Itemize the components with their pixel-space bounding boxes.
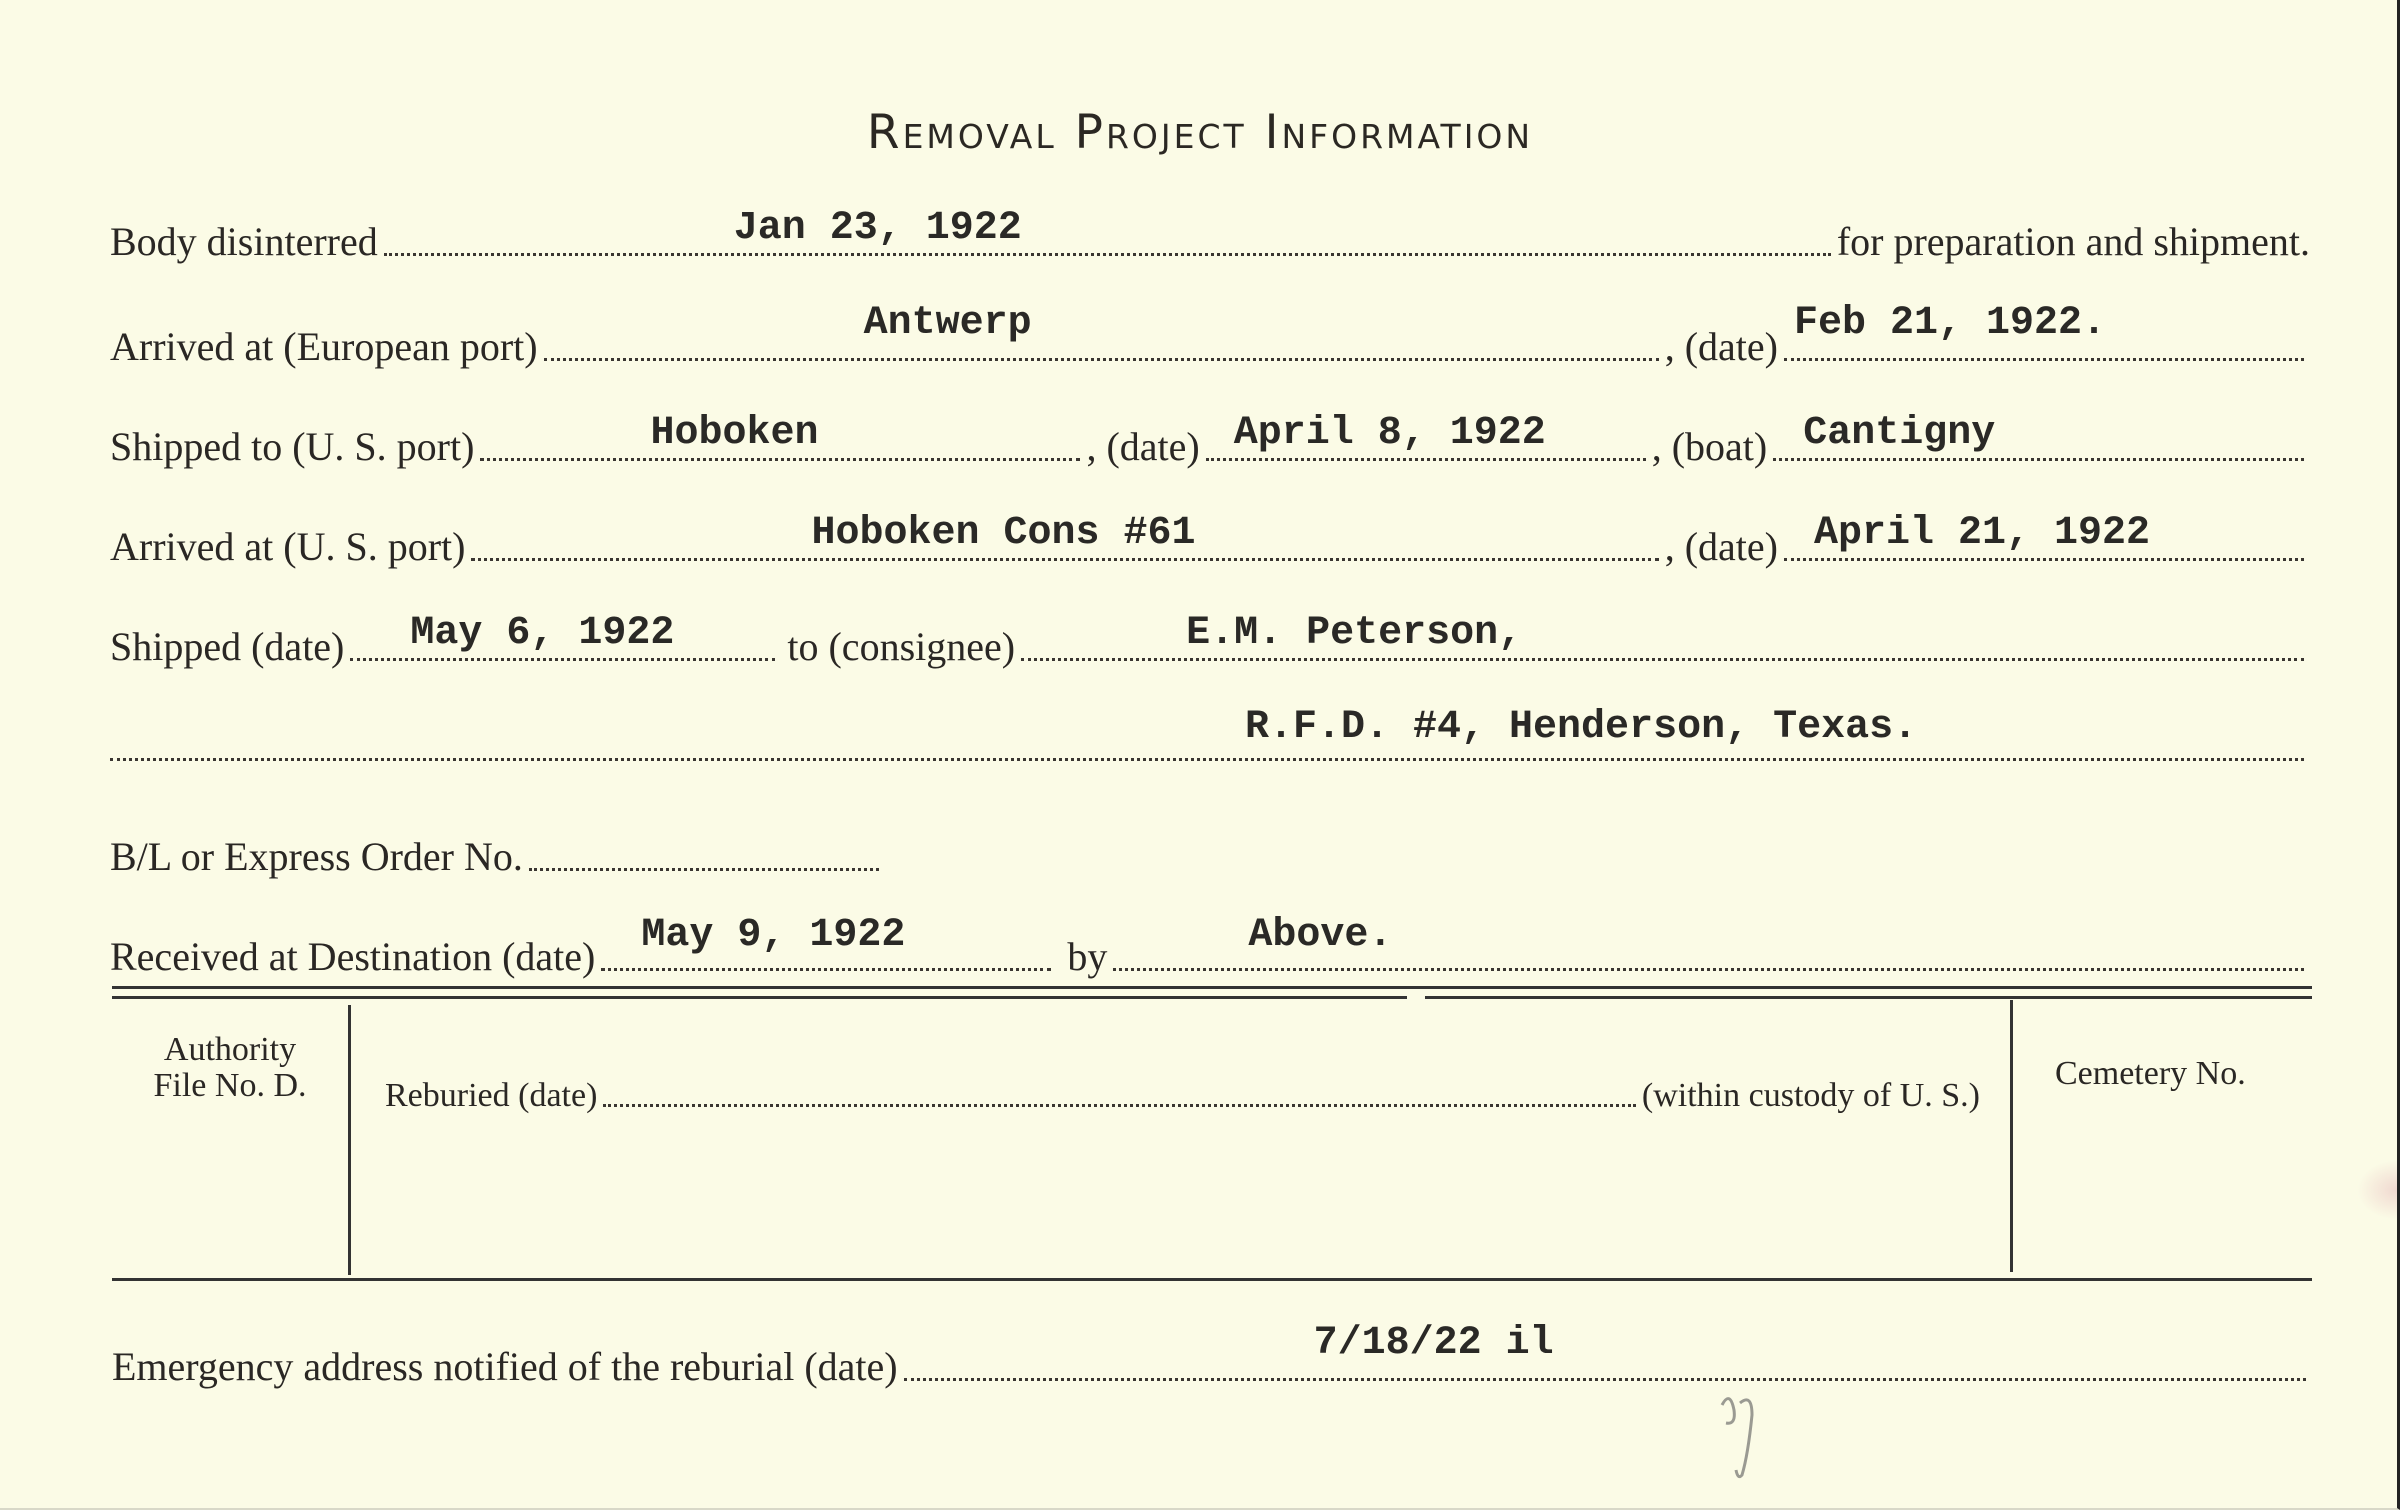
emergency-field[interactable] — [904, 1321, 2306, 1381]
pencil-initials-mark — [1712, 1385, 1772, 1485]
row-bl — [110, 810, 2310, 880]
box-top-line-2b — [1425, 996, 2312, 999]
shipped-date-field[interactable] — [350, 606, 775, 661]
row-arrived-europe — [110, 300, 2310, 370]
row-emergency — [112, 1320, 2312, 1390]
row-reburied — [385, 1055, 1980, 1115]
received-date-field[interactable] — [601, 913, 1051, 971]
shipped-label: Shipped (date) — [110, 624, 345, 669]
row-received — [110, 910, 2310, 980]
authority-label-line-2: File No. D. — [153, 1067, 307, 1104]
arrived-europe-port-field[interactable] — [544, 301, 1659, 361]
shipped-us-date-value: April 8, 1922 — [1233, 411, 1546, 456]
consignee-value: E.M. Peterson, — [1186, 611, 1523, 656]
card-title: Removal Project Information — [866, 105, 1534, 160]
box-top-line-2a — [112, 996, 1407, 999]
paper-stain — [2357, 1160, 2397, 1220]
reburied-label: Reburied (date) — [385, 1077, 598, 1114]
shipped-us-boat-label: , (boat) — [1651, 424, 1768, 469]
shipped-us-date-field[interactable] — [1206, 406, 1646, 461]
box-right-divider — [2010, 1000, 2013, 1272]
row-disinterred — [110, 195, 2310, 265]
bl-field[interactable] — [529, 816, 879, 871]
shipped-us-port-value: Hoboken — [650, 411, 819, 456]
received-label: Received at Destination (date) — [110, 934, 596, 979]
cemetery-no-label: Cemetery No. — [2055, 1055, 2246, 1092]
received-by-field[interactable] — [1113, 913, 2304, 971]
disinterred-value: Jan 23, 1922 — [733, 206, 1022, 251]
box-top-line-1 — [112, 986, 2312, 989]
shipped-us-label: Shipped to (U. S. port) — [110, 424, 475, 469]
arrived-europe-date-field[interactable] — [1784, 301, 2304, 361]
arrived-europe-port-value: Antwerp — [863, 301, 1032, 346]
consignee-label: to (consignee) — [787, 624, 1016, 669]
shipped-us-boat-value: Cantigny — [1803, 411, 1996, 456]
disinterred-suffix: for preparation and shipment. — [1836, 219, 2310, 264]
disinterred-label: Body disinterred — [110, 219, 378, 264]
emergency-value: 7/18/22 il — [1313, 1321, 1554, 1366]
received-by-label: by — [1067, 934, 1108, 979]
shipped-us-boat-field[interactable] — [1773, 406, 2304, 461]
row-shipped-us — [110, 400, 2310, 470]
row-shipped — [110, 600, 2310, 670]
address-value: R.F.D. #4, Henderson, Texas. — [1245, 705, 1918, 750]
disinterred-field[interactable] — [384, 201, 1831, 256]
shipped-date-value: May 6, 1922 — [410, 611, 675, 656]
received-by-value: Above. — [1248, 913, 1393, 958]
bl-label: B/L or Express Order No. — [110, 834, 523, 879]
arrived-us-port-value: Hoboken Cons #61 — [811, 511, 1196, 556]
arrived-europe-label: Arrived at (European port) — [110, 324, 538, 369]
row-arrived-us — [110, 500, 2310, 570]
authority-label-line-1: Authority — [163, 1031, 297, 1068]
shipped-us-port-field[interactable] — [480, 406, 1080, 461]
emergency-label: Emergency address notified of the reburial (date) — [112, 1344, 898, 1389]
arrived-europe-date-value: Feb 21, 1922. — [1794, 301, 2107, 346]
box-left-divider — [348, 1005, 351, 1275]
arrived-us-label: Arrived at (U. S. port) — [110, 524, 466, 569]
reburied-field[interactable] — [603, 1064, 1636, 1107]
arrived-europe-date-label: , (date) — [1664, 324, 1778, 369]
shipped-us-date-label: , (date) — [1086, 424, 1200, 469]
consignee-field[interactable] — [1021, 606, 2304, 661]
row-address — [110, 700, 2310, 770]
address-field[interactable] — [110, 706, 2304, 761]
received-date-value: May 9, 1922 — [641, 913, 906, 958]
arrived-us-date-label: , (date) — [1664, 524, 1778, 569]
box-bottom-line — [112, 1278, 2312, 1281]
authority-file-label — [120, 1032, 340, 1104]
arrived-us-port-field[interactable] — [471, 506, 1658, 561]
custody-label: (within custody of U. S.) — [1641, 1077, 1980, 1114]
arrived-us-date-value: April 21, 1922 — [1814, 511, 2151, 556]
arrived-us-date-field[interactable] — [1784, 506, 2304, 561]
